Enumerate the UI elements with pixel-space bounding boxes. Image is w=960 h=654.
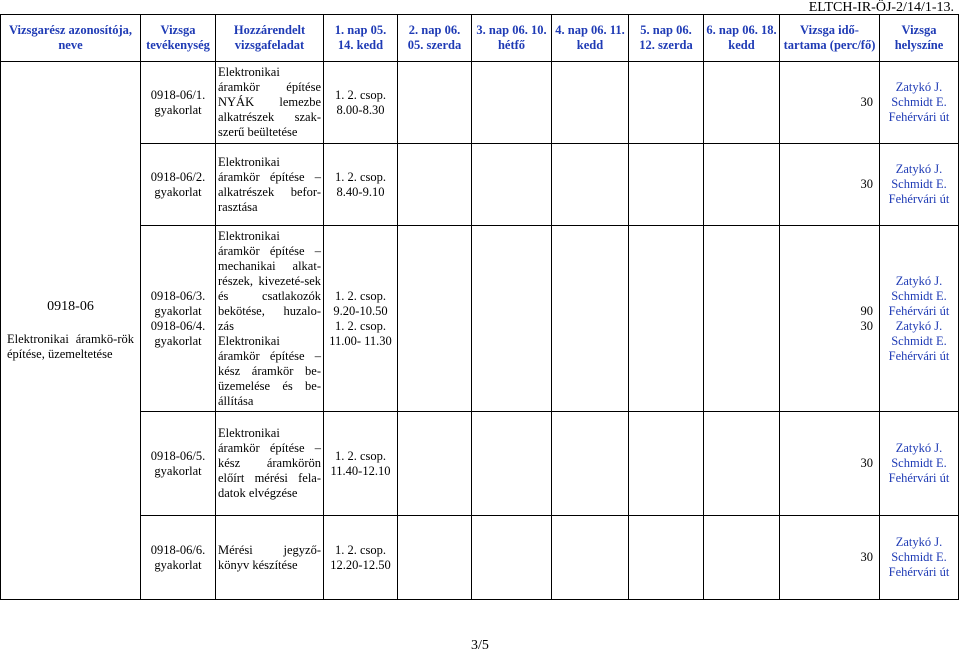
duration-cell: 30: [780, 144, 880, 226]
day-cell: [552, 412, 629, 516]
day-cell: [704, 62, 780, 144]
table-row: [1, 144, 959, 226]
table-row: [1, 516, 959, 600]
day-cell: [472, 412, 552, 516]
day-cell: [629, 144, 704, 226]
slot-cell: 1. 2. csop. 12.20-12.50: [324, 516, 398, 600]
day-cell: [704, 144, 780, 226]
day-cell: [704, 226, 780, 412]
day-cell: [398, 144, 472, 226]
header-activity: Vizsga tevékenység: [141, 15, 216, 62]
day-cell: [629, 516, 704, 600]
slot-cell: 1. 2. csop. 8.40-9.10: [324, 144, 398, 226]
day-cell: [629, 226, 704, 412]
activity-cell: 0918-06/2. gyakorlat: [141, 144, 216, 226]
duration-item: 90: [860, 303, 873, 318]
location-item: Zatykó J. Schmidt E. Fehérvári út: [888, 273, 950, 318]
task-cell: Mérési jegyző-könyv készítése: [216, 516, 324, 600]
activity-cell: 0918-06/1. gyakorlat: [141, 62, 216, 144]
day-cell: [704, 516, 780, 600]
day-cell: [472, 516, 552, 600]
day-cell: [552, 226, 629, 412]
module-name: Elektronikai áramkö-rök építése, üzemeltetése: [7, 332, 134, 361]
slot-item: 1. 2. csop. 11.00- 11.30: [329, 318, 392, 348]
day-cell: [472, 62, 552, 144]
task-cell: [216, 226, 324, 412]
module-code: 0918-06: [47, 299, 94, 314]
activity-cell: [141, 226, 216, 412]
duration-item: 30: [860, 318, 873, 333]
day-cell: [398, 412, 472, 516]
header-day-2: 2. nap 06. 05. szerda: [398, 15, 472, 62]
slot-cell: [324, 226, 398, 412]
duration-cell: 30: [780, 516, 880, 600]
day-cell: [704, 412, 780, 516]
task-cell: Elektronikai áramkör építése – alkatrészek befor-rasztása: [216, 144, 324, 226]
header-day-1: 1. nap 05. 14. kedd: [324, 15, 398, 62]
slot-cell: 1. 2. csop. 11.40-12.10: [324, 412, 398, 516]
slot-item: 1. 2. csop. 9.20-10.50: [333, 288, 388, 318]
page-number: 3/5: [471, 638, 489, 653]
task-item: Elektronikai áramkör építése – kész áramkör be-üzemelése és be-állítása: [218, 333, 321, 408]
location-cell: Zatykó J. Schmidt E. Fehérvári út: [880, 62, 959, 144]
header-assigned-task: Hozzárendelt vizsgafeladat: [216, 15, 324, 62]
slot-cell: 1. 2. csop. 8.00-8.30: [324, 62, 398, 144]
header-day-4: 4. nap 06. 11. kedd: [552, 15, 629, 62]
header-day-3: 3. nap 06. 10. hétfő: [472, 15, 552, 62]
table-row: [1, 412, 959, 516]
duration-cell: 30: [780, 62, 880, 144]
header-location: Vizsga helyszíne: [880, 15, 959, 62]
table-row: [1, 226, 959, 412]
day-cell: [398, 62, 472, 144]
day-cell: [398, 226, 472, 412]
day-cell: [629, 412, 704, 516]
day-cell: [398, 516, 472, 600]
header-duration: Vizsga idő-tartama (perc/fő): [780, 15, 880, 62]
header-day-5: 5. nap 06. 12. szerda: [629, 15, 704, 62]
day-cell: [552, 144, 629, 226]
activity-item: 0918-06/4. gyakorlat: [150, 318, 206, 348]
table-row: [1, 62, 959, 144]
activity-cell: 0918-06/6. gyakorlat: [141, 516, 216, 600]
exam-schedule-table: [0, 14, 959, 600]
day-cell: [472, 226, 552, 412]
task-cell: Elektronikai áramkör építése – kész áramkörön előírt mérési fela-datok elvégzése: [216, 412, 324, 516]
day-cell: [629, 62, 704, 144]
header-day-6: 6. nap 06. 18. kedd: [704, 15, 780, 62]
task-item: Elektronikai áramkör építése – mechanikai alkat-részek, kivezeté-sek és csatlakozók bekötése, huzalo-zás: [218, 228, 321, 333]
activity-cell: 0918-06/5. gyakorlat: [141, 412, 216, 516]
document-reference: ELTCH-IR-ÖJ-2/14/1-13.: [808, 0, 954, 15]
header-component-id: Vizsgarész azonosítója, neve: [1, 15, 141, 62]
location-cell: [880, 226, 959, 412]
location-item: Zatykó J. Schmidt E. Fehérvári út: [888, 318, 950, 363]
day-cell: [472, 144, 552, 226]
module-cell: [1, 62, 141, 600]
activity-item: 0918-06/3. gyakorlat: [150, 288, 206, 318]
day-cell: [552, 62, 629, 144]
day-cell: [552, 516, 629, 600]
location-cell: Zatykó J. Schmidt E. Fehérvári út: [880, 144, 959, 226]
header-row: [1, 15, 959, 62]
location-cell: Zatykó J. Schmidt E. Fehérvári út: [880, 412, 959, 516]
duration-cell: 30: [780, 412, 880, 516]
task-cell: Elektronikai áramkör építése NYÁK lemezbe alkatrészek szak-szerű beültetése: [216, 62, 324, 144]
location-cell: Zatykó J. Schmidt E. Fehérvári út: [880, 516, 959, 600]
duration-cell: [780, 226, 880, 412]
